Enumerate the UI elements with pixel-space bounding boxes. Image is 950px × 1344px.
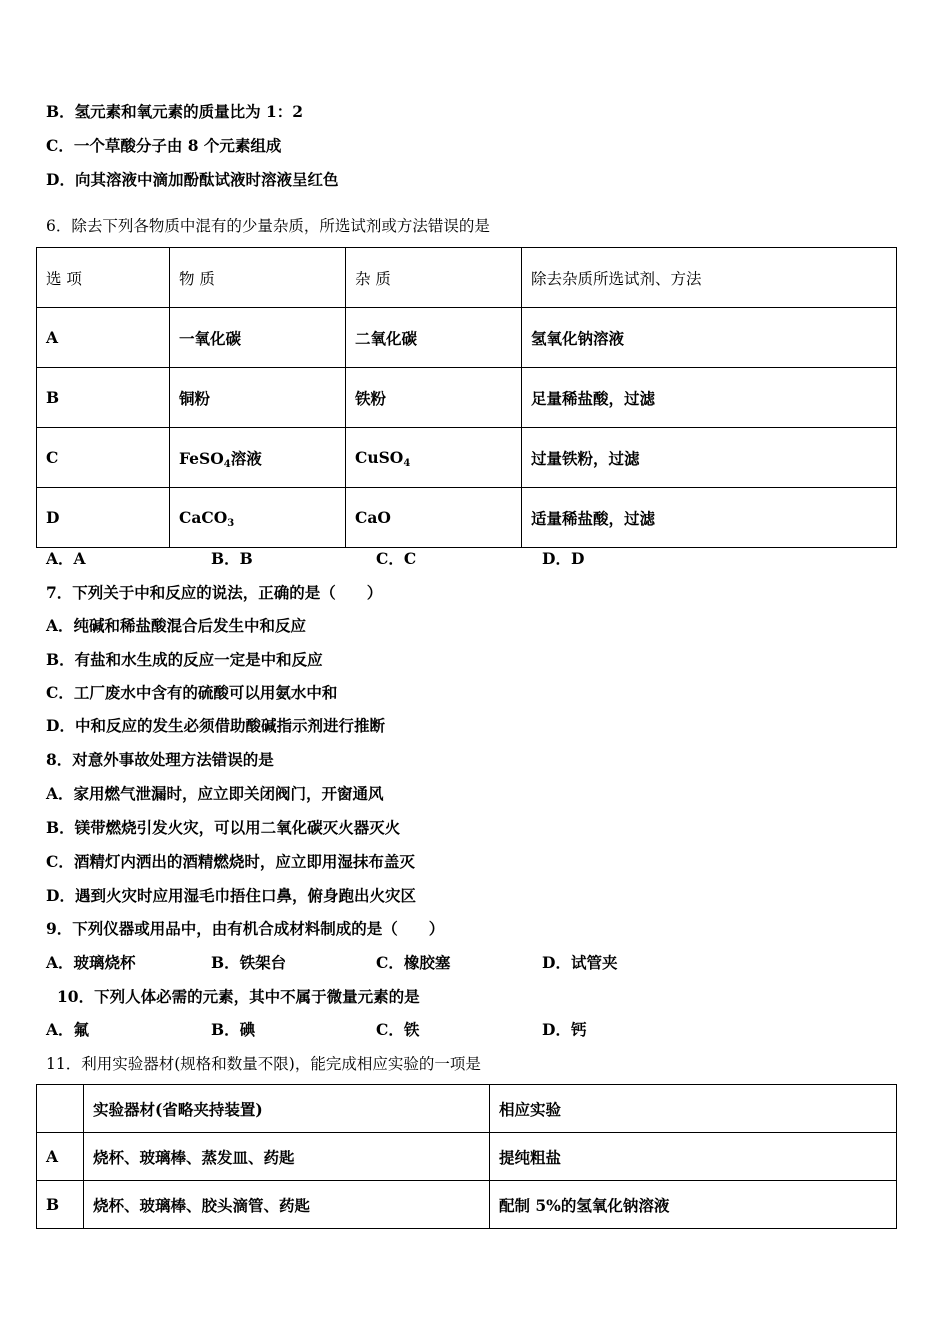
q11-row-option: B [37, 1181, 84, 1229]
q6-option-b: B．B [211, 549, 253, 568]
formula-main: FeSO [179, 448, 224, 468]
q10-option-a: A．氟 [46, 1020, 90, 1039]
q6-row-method: 足量稀盐酸，过滤 [522, 368, 897, 428]
q11-stem: 11．利用实验器材(规格和数量不限)，能完成相应实验的一项是 [46, 1055, 481, 1073]
q11-row-a [37, 1133, 897, 1181]
q6-table [36, 247, 897, 548]
q10-option-b: B．碘 [211, 1020, 256, 1039]
q6-row-impurity [346, 428, 522, 488]
q11-header-row [37, 1085, 897, 1133]
q6-row-substance [170, 488, 346, 548]
q10-option-d: D．钙 [542, 1020, 587, 1039]
formula-subscript: 4 [403, 458, 411, 469]
q5-option-d: D．向其溶液中滴加酚酞试液时溶液呈红色 [46, 170, 339, 189]
q6-stem: 6．除去下列各物质中混有的少量杂质，所选试剂或方法错误的是 [46, 217, 490, 235]
q8-option-a: A．家用燃气泄漏时，应立即关闭阀门，开窗通风 [46, 784, 384, 803]
q11-table [36, 1084, 897, 1229]
formula-main: CuSO [355, 448, 404, 467]
q9-option-a: A．玻璃烧杯 [46, 953, 136, 972]
q6-option-d: D．D [542, 549, 585, 568]
q6-row-b [37, 368, 897, 428]
q6-row-option: D [37, 488, 170, 548]
q6-row-method: 氢氧化钠溶液 [522, 308, 897, 368]
q11-header-equipment: 实验器材(省略夹持装置) [84, 1085, 490, 1133]
q9-option-b: B．铁架台 [211, 953, 287, 972]
q7-option-d: D．中和反应的发生必须借助酸碱指示剂进行推断 [46, 716, 385, 735]
q6-row-substance [170, 428, 346, 488]
q6-row-option: B [37, 368, 170, 428]
q9-option-d: D．试管夹 [542, 953, 618, 972]
formula-main: CaCO [179, 508, 228, 527]
q11-row-experiment: 配制 5%的氢氧化钠溶液 [490, 1181, 897, 1229]
formula-subscript: 4 [223, 458, 231, 470]
q11-row-b [37, 1181, 897, 1229]
q11-header-blank [37, 1085, 84, 1133]
q7-option-a: A．纯碱和稀盐酸混合后发生中和反应 [46, 616, 307, 635]
q11-row-option: A [37, 1133, 84, 1181]
q6-header-method: 除去杂质所选试剂、方法 [522, 248, 897, 308]
q11-header-experiment: 相应实验 [490, 1085, 897, 1133]
q8-option-d: D．遇到火灾时应用湿毛巾捂住口鼻，俯身跑出火灾区 [46, 886, 416, 905]
q6-row-substance: 铜粉 [170, 368, 346, 428]
q6-row-option: C [37, 428, 170, 488]
q5-option-c: C．一个草酸分子由 8 个元素组成 [46, 136, 282, 155]
q6-row-a [37, 308, 897, 368]
q6-header-option: 选 项 [37, 248, 170, 308]
q7-stem: 7．下列关于中和反应的说法，正确的是（ ） [46, 583, 383, 602]
formula-tail: 溶液 [230, 448, 262, 468]
q8-stem: 8．对意外事故处理方法错误的是 [46, 750, 274, 769]
q6-row-impurity: CaO [346, 488, 522, 548]
q6-row-c [37, 428, 897, 488]
q6-row-d [37, 488, 897, 548]
q8-option-b: B．镁带燃烧引发火灾，可以用二氧化碳灭火器灭火 [46, 818, 401, 837]
q9-option-c: C．橡胶塞 [376, 953, 451, 972]
q6-row-impurity: 二氧化碳 [346, 308, 522, 368]
q6-row-method: 适量稀盐酸，过滤 [522, 488, 897, 548]
q11-row-experiment: 提纯粗盐 [490, 1133, 897, 1181]
q6-row-method: 过量铁粉，过滤 [522, 428, 897, 488]
q6-header-substance: 物 质 [170, 248, 346, 308]
q6-header-row [37, 248, 897, 308]
q11-row-equipment: 烧杯、玻璃棒、蒸发皿、药匙 [84, 1133, 490, 1181]
q11-row-equipment: 烧杯、玻璃棒、胶头滴管、药匙 [84, 1181, 490, 1229]
q7-option-b: B．有盐和水生成的反应一定是中和反应 [46, 650, 323, 669]
formula-subscript: 3 [227, 518, 235, 529]
q5-option-b: B．氢元素和氧元素的质量比为 1：2 [46, 102, 304, 121]
q9-stem: 9．下列仪器或用品中，由有机合成材料制成的是（ ） [46, 919, 445, 938]
q6-row-impurity: 铁粉 [346, 368, 522, 428]
q10-option-c: C．铁 [376, 1020, 420, 1039]
q10-stem: 10．下列人体必需的元素，其中不属于微量元素的是 [57, 987, 420, 1006]
q6-option-c: C．C [376, 549, 417, 568]
q7-option-c: C．工厂废水中含有的硫酸可以用氨水中和 [46, 683, 338, 702]
q6-row-option: A [37, 308, 170, 368]
q8-option-c: C．酒精灯内洒出的酒精燃烧时，应立即用湿抹布盖灭 [46, 852, 415, 871]
q6-row-substance: 一氧化碳 [170, 308, 346, 368]
q6-header-impurity: 杂 质 [346, 248, 522, 308]
q6-option-a: A．A [46, 549, 86, 568]
